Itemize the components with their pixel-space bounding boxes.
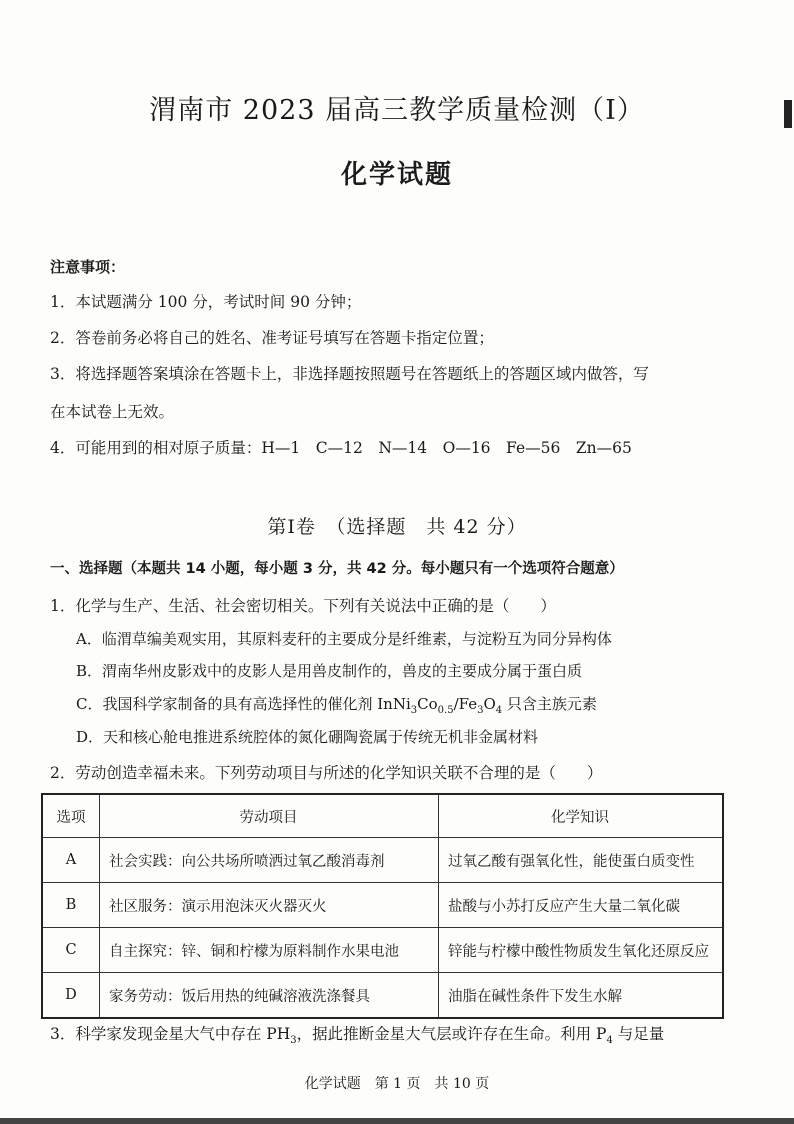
exam-title: 渭南市 2023 届高三教学质量检测（Ⅰ） <box>149 95 645 126</box>
table-cell-project: 社会实践：向公共场所喷洒过氧乙酸消毒剂 <box>100 838 439 883</box>
q1-option-d: D．天和核心舱电推进系统腔体的氮化硼陶瓷属于传统无机非金属材料 <box>76 728 539 746</box>
note-item-3-cont: 在本试卷上无效。 <box>50 403 175 421</box>
section-heading: 一、选择题（本题共 14 小题，每小题 3 分，共 42 分。每小题只有一个选项符合题意） <box>50 561 624 577</box>
q2-table <box>41 793 724 1019</box>
q1-option-b: B．渭南华州皮影戏中的皮影人是用兽皮制作的，兽皮的主要成分属于蛋白质 <box>76 662 583 680</box>
table-row <box>42 883 723 928</box>
q1-stem: 1．化学与生产、生活、社会密切相关。下列有关说法中正确的是（ ） <box>50 597 556 615</box>
q2-stem: 2．劳动创造幸福未来。下列劳动项目与所述的化学知识关联不合理的是（ ） <box>50 764 603 782</box>
table-cell-option: C <box>42 928 100 973</box>
note-item-2: 2．答卷前务必将自己的姓名、准考证号填写在答题卡指定位置； <box>50 329 494 347</box>
table-row <box>42 973 723 1019</box>
note-item-4: 4．可能用到的相对原子质量：H—1 C—12 N—14 O—16 Fe—56 Zn—65 <box>50 439 632 457</box>
table-header: 化学知识 <box>439 794 724 838</box>
notes-heading: 注意事项： <box>50 258 126 276</box>
table-row <box>42 838 723 883</box>
table-cell-option: D <box>42 973 100 1019</box>
page-footer: 化学试题 第 1 页 共 10 页 <box>304 1076 490 1092</box>
table-cell-knowledge: 油脂在碱性条件下发生水解 <box>439 973 724 1019</box>
table-row <box>42 928 723 973</box>
q1-option-a: A．临渭草编美观实用，其原料麦秆的主要成分是纤维素，与淀粉互为同分异构体 <box>76 630 612 648</box>
note-item-1: 1．本试题满分 100 分，考试时间 90 分钟； <box>50 293 362 311</box>
table-header: 劳动项目 <box>100 794 439 838</box>
table-cell-option: A <box>42 838 100 883</box>
table-cell-knowledge: 盐酸与小苏打反应产生大量二氧化碳 <box>439 883 724 928</box>
subject-title: 化学试题 <box>340 160 453 190</box>
table-cell-project: 自主探究：锌、铜和柠檬为原料制作水果电池 <box>100 928 439 973</box>
table-cell-knowledge: 锌能与柠檬中酸性物质发生氧化还原反应 <box>439 928 724 973</box>
scan-bottom-edge <box>0 1118 794 1124</box>
table-cell-project: 社区服务：演示用泡沫灭火器灭火 <box>100 883 439 928</box>
table-cell-project: 家务劳动：饭后用热的纯碱溶液洗涤餐具 <box>100 973 439 1019</box>
table-cell-option: B <box>42 883 100 928</box>
part1-heading: 第Ⅰ卷 （选择题 共 42 分） <box>267 516 527 538</box>
q3-stem: 3．科学家发现金星大气中存在 $PH_3$，据此推断金星大气层或许存在生命。利用 $P_4$ 与足量 <box>50 1025 665 1047</box>
table-cell-knowledge: 过氧乙酸有强氧化性，能使蛋白质变性 <box>439 838 724 883</box>
table-header: 选项 <box>42 794 100 838</box>
note-item-3: 3．将选择题答案填涂在答题卡上，非选择题按照题号在答题纸上的答题区域内做答，写 <box>50 365 649 383</box>
q1-option-c: C．我国科学家制备的具有高选择性的催化剂 $InNi_3Co_{0.5}/Fe_3O_4$ 只含主族元素 <box>76 695 597 716</box>
table-header-row <box>42 794 723 838</box>
